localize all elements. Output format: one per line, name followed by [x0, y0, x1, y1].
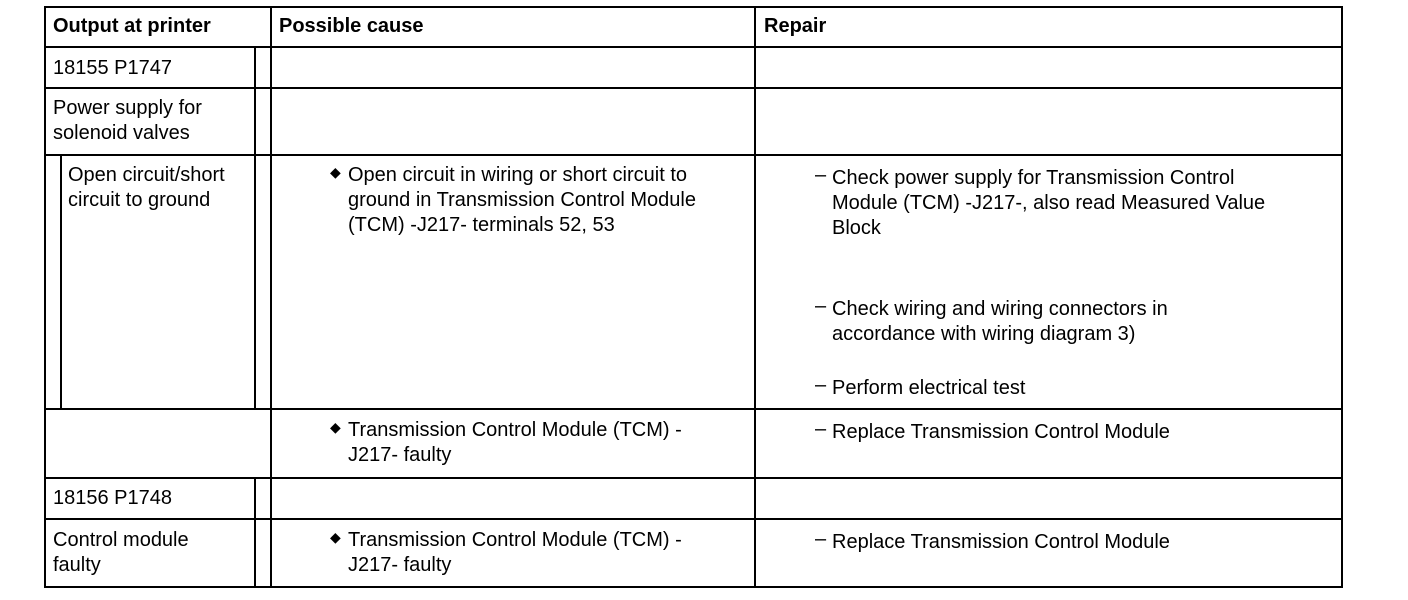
output-text: faulty — [53, 554, 101, 576]
bullet-icon: ◆ — [330, 164, 341, 180]
output-text: solenoid valves — [53, 122, 190, 144]
repair-text: Replace Transmission Control Module — [832, 421, 1170, 443]
cause-text: ground in Transmission Control Module — [348, 189, 696, 211]
bullet-icon: ◆ — [330, 419, 341, 435]
output-text: Power supply for — [53, 97, 202, 119]
output-text: Control module — [53, 529, 189, 551]
output-code: 18155 P1747 — [53, 57, 173, 79]
row-divider — [44, 46, 1343, 48]
indent-divider — [60, 154, 62, 409]
row-divider — [44, 154, 1343, 156]
cause-text: Transmission Control Module (TCM) - — [348, 529, 682, 551]
table-border-right — [1341, 6, 1343, 588]
table-border-left — [44, 6, 46, 588]
row-divider — [44, 477, 1343, 479]
header-output: Output at printer — [53, 15, 211, 37]
dash-icon: – — [815, 164, 827, 186]
row-divider — [44, 87, 1343, 89]
dash-icon: – — [815, 418, 827, 440]
cause-text: Open circuit in wiring or short circuit to — [348, 164, 688, 186]
table-border-top — [44, 6, 1343, 8]
cause-text: J217- faulty — [348, 444, 452, 466]
dash-icon: – — [815, 374, 827, 396]
dash-icon: – — [815, 528, 827, 550]
repair-text: Perform electrical test — [832, 377, 1026, 399]
bullet-icon: ◆ — [330, 529, 341, 545]
table-border-bottom — [44, 586, 1343, 588]
column-divider-inner — [254, 46, 256, 409]
header-cause: Possible cause — [279, 15, 424, 37]
output-code: 18156 P1748 — [53, 487, 173, 509]
output-text: circuit to ground — [68, 189, 211, 211]
repair-text: accordance with wiring diagram 3) — [832, 323, 1136, 345]
repair-text: Check wiring and wiring connectors in — [832, 298, 1168, 320]
repair-text: Module (TCM) -J217-, also read Measured Value — [832, 192, 1266, 214]
cause-text: Transmission Control Module (TCM) - — [348, 419, 682, 441]
column-divider — [754, 6, 756, 588]
output-text: Open circuit/short — [68, 164, 225, 186]
column-divider — [270, 6, 272, 588]
repair-text: Block — [832, 217, 881, 239]
row-divider — [44, 408, 1343, 410]
row-divider — [44, 518, 1343, 520]
cause-text: J217- faulty — [348, 554, 452, 576]
repair-text: Check power supply for Transmission Control — [832, 167, 1235, 189]
repair-text: Replace Transmission Control Module — [832, 531, 1170, 553]
column-divider-inner — [254, 477, 256, 588]
header-repair: Repair — [764, 15, 827, 37]
cause-text: (TCM) -J217- terminals 52, 53 — [348, 214, 615, 236]
dash-icon: – — [815, 295, 827, 317]
